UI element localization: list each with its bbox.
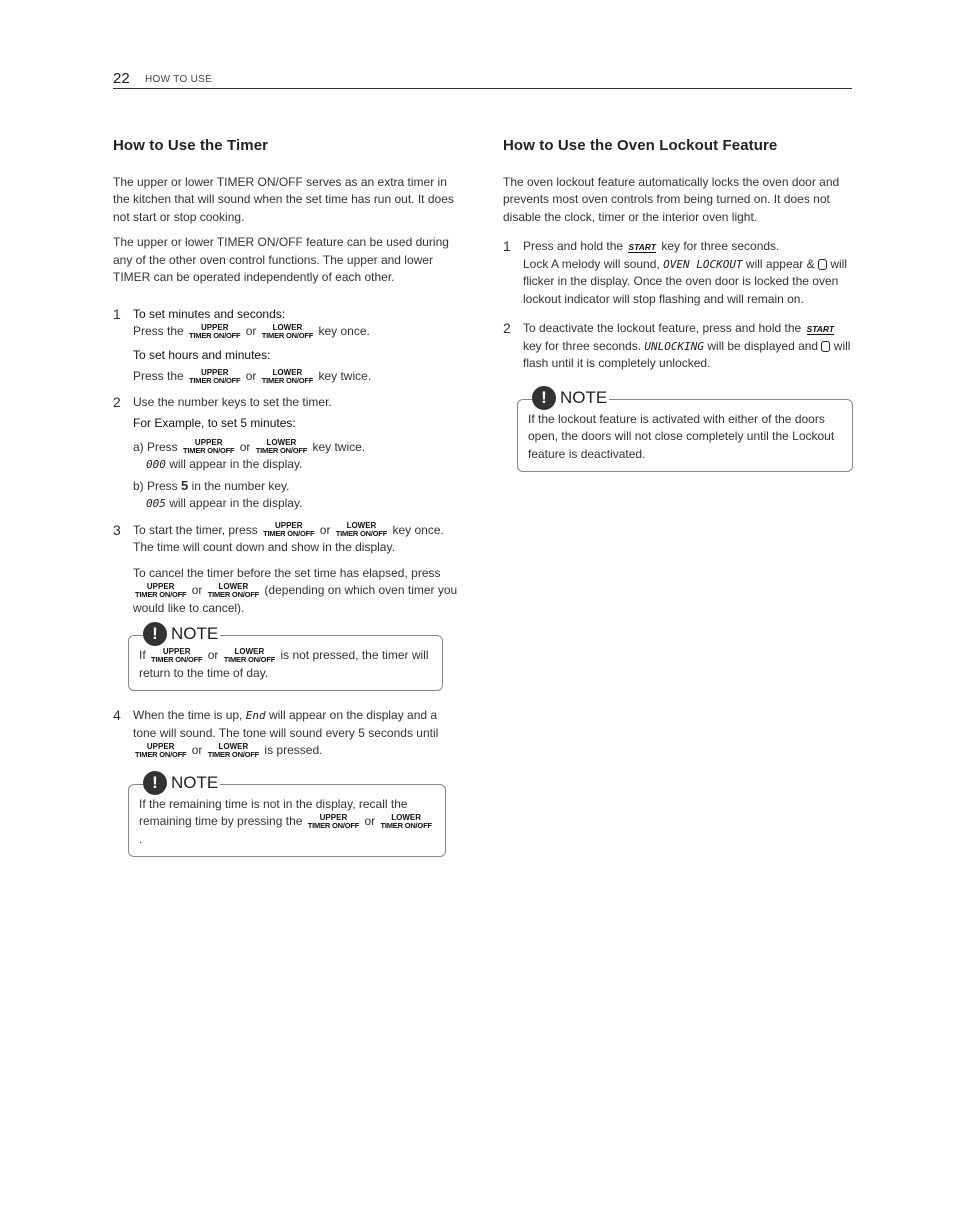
upper-timer-key: UPPER TIMER ON/OFF <box>135 741 187 759</box>
note-header <box>532 386 609 410</box>
example-b: b) Press 5 in the number key. <box>133 477 290 493</box>
lower-timer-key: LOWER TIMER ON/OFF <box>207 581 260 599</box>
timer-heading: How to Use the Timer <box>113 137 269 154</box>
upper-timer-key: UPPER TIMER ON/OFF <box>135 581 187 599</box>
header-rule <box>113 88 852 89</box>
step-number: 3 <box>113 521 121 538</box>
timer-step-1 <box>113 306 461 386</box>
example-a-display: 000 will appear in the display. <box>146 457 303 471</box>
lcd-readout: 000 <box>146 458 166 471</box>
lock-icon <box>818 259 827 270</box>
exclamation-icon: ! <box>143 771 167 795</box>
upper-timer-key: UPPER TIMER ON/OFF <box>307 812 360 830</box>
page-number: 22 <box>113 70 130 87</box>
lockout-step-1: 1 Press and hold the START key for three seconds. Lock A melody will sound, OVEN LOCKOUT will appear & will flicker in the display. Once the oven door is locked the oven lockout indicator will stop flashing and will remain on. <box>503 238 847 306</box>
step-number: 1 <box>503 238 511 254</box>
lower-timer-key: LOWER TIMER ON/OFF <box>261 322 314 340</box>
lower-timer-key: LOWER TIMER ON/OFF <box>255 438 308 456</box>
lower-timer-key: LOWER TIMER ON/OFF <box>380 812 432 830</box>
lower-timer-key: LOWER TIMER ON/OFF <box>223 646 276 664</box>
lockout-note: ! NOTE If the lockout feature is activated with either of the doors open, the doors will not close completely until the Lockout feature is deactivated. <box>517 399 853 473</box>
lcd-readout: UNLOCKING <box>644 339 705 353</box>
lockout-step-2: 2 To deactivate the lockout feature, press and hold the START key for three seconds. UNLOCKING will be displayed and will flash until it is completely unlocked. <box>503 320 851 370</box>
upper-timer-key: UPPER TIMER ON/OFF <box>189 322 241 340</box>
lockout-heading: How to Use the Oven Lockout Feature <box>503 137 778 154</box>
step-number: 1 <box>113 305 121 322</box>
upper-timer-key: UPPER TIMER ON/OFF <box>189 367 241 385</box>
timer-note-1: ! NOTE If UPPER TIMER ON/OFF or LOWER TIMER ON/OFF is not pressed, the timer will return to the time of day. <box>128 635 443 691</box>
timer-intro-1: The upper or lower TIMER ON/OFF serves as an extra timer in the kitchen that will sound when the set time has run out. It does not start or stop cooking. <box>113 174 454 224</box>
step-text: Use the number keys to set the timer. <box>133 394 332 409</box>
timer-step-4: 4 When the time is up, End will appear on the display and a tone will sound. The tone will sound every 5 seconds until UPPER TIMER ON/OFF or LOWER TIMER ON/OFF is pressed. <box>113 707 439 759</box>
exclamation-icon: ! <box>532 386 556 410</box>
start-key: START <box>806 324 835 334</box>
note-label: NOTE <box>171 772 219 792</box>
timer-step-3 <box>113 522 461 618</box>
lower-timer-key: LOWER TIMER ON/OFF <box>261 367 314 385</box>
lcd-readout: 005 <box>146 497 166 510</box>
example-b-display: 005 will appear in the display. <box>146 496 303 510</box>
step-subheading: To set minutes and seconds: <box>133 306 286 321</box>
lock-icon <box>821 341 830 352</box>
note-label: NOTE <box>560 387 608 407</box>
step-number: 4 <box>113 707 121 723</box>
example-a: a) Press UPPER TIMER ON/OFF or LOWER TIMER ON/OFF key twice. <box>133 438 366 456</box>
timer-column <box>113 137 461 873</box>
note-label: NOTE <box>171 624 219 644</box>
upper-timer-key: UPPER TIMER ON/OFF <box>151 646 203 664</box>
timer-note-2: ! NOTE If the remaining time is not in the display, recall the remaining time by pressing the UPPER TIMER ON/OFF or LOWER TIMER ON/OFF . <box>128 784 446 858</box>
lower-timer-key: LOWER TIMER ON/OFF <box>335 521 388 539</box>
lockout-intro: The oven lockout feature automatically locks the oven door and prevents most oven controls from being turned on. It does not disable the clock, timer or the interior oven light. <box>503 174 840 224</box>
upper-timer-key: UPPER TIMER ON/OFF <box>183 438 235 456</box>
example-heading: For Example, to set 5 minutes: <box>133 416 296 430</box>
step-text: To start the timer, press UPPER TIMER ON/OFF or LOWER TIMER ON/OFF key once. The time will count down and show in the display. <box>133 521 444 554</box>
lockout-column <box>503 137 853 488</box>
start-key: START <box>628 242 656 252</box>
upper-timer-key: UPPER TIMER ON/OFF <box>263 521 315 539</box>
lower-timer-key: LOWER TIMER ON/OFF <box>207 741 260 759</box>
lcd-readout: OVEN LOCKOUT <box>663 257 743 271</box>
timer-step-2 <box>113 394 461 513</box>
lcd-readout: End <box>245 709 266 722</box>
step-subheading: To set hours and minutes: <box>133 347 271 362</box>
exclamation-icon: ! <box>143 622 167 646</box>
number-key-5: 5 <box>181 477 189 493</box>
step-number: 2 <box>503 320 511 336</box>
section-title: HOW TO USE <box>145 74 213 85</box>
step-text: Press the UPPER TIMER ON/OFF or LOWER TIMER ON/OFF key twice. <box>133 367 372 385</box>
step-text: Press the UPPER TIMER ON/OFF or LOWER TIMER ON/OFF key once. <box>133 322 370 340</box>
note-header <box>143 771 220 795</box>
note-header <box>143 622 220 646</box>
timer-intro-2: The upper or lower TIMER ON/OFF feature can be used during any of the other oven control functions. The upper and lower TIMER can be operated independently of each other. <box>113 235 449 284</box>
step-number: 2 <box>113 393 121 410</box>
cancel-text: To cancel the timer before the set time has elapsed, press UPPER TIMER ON/OFF or LOWER TIMER ON/OFF (depending on which oven timer you would like to cancel). <box>133 565 458 615</box>
